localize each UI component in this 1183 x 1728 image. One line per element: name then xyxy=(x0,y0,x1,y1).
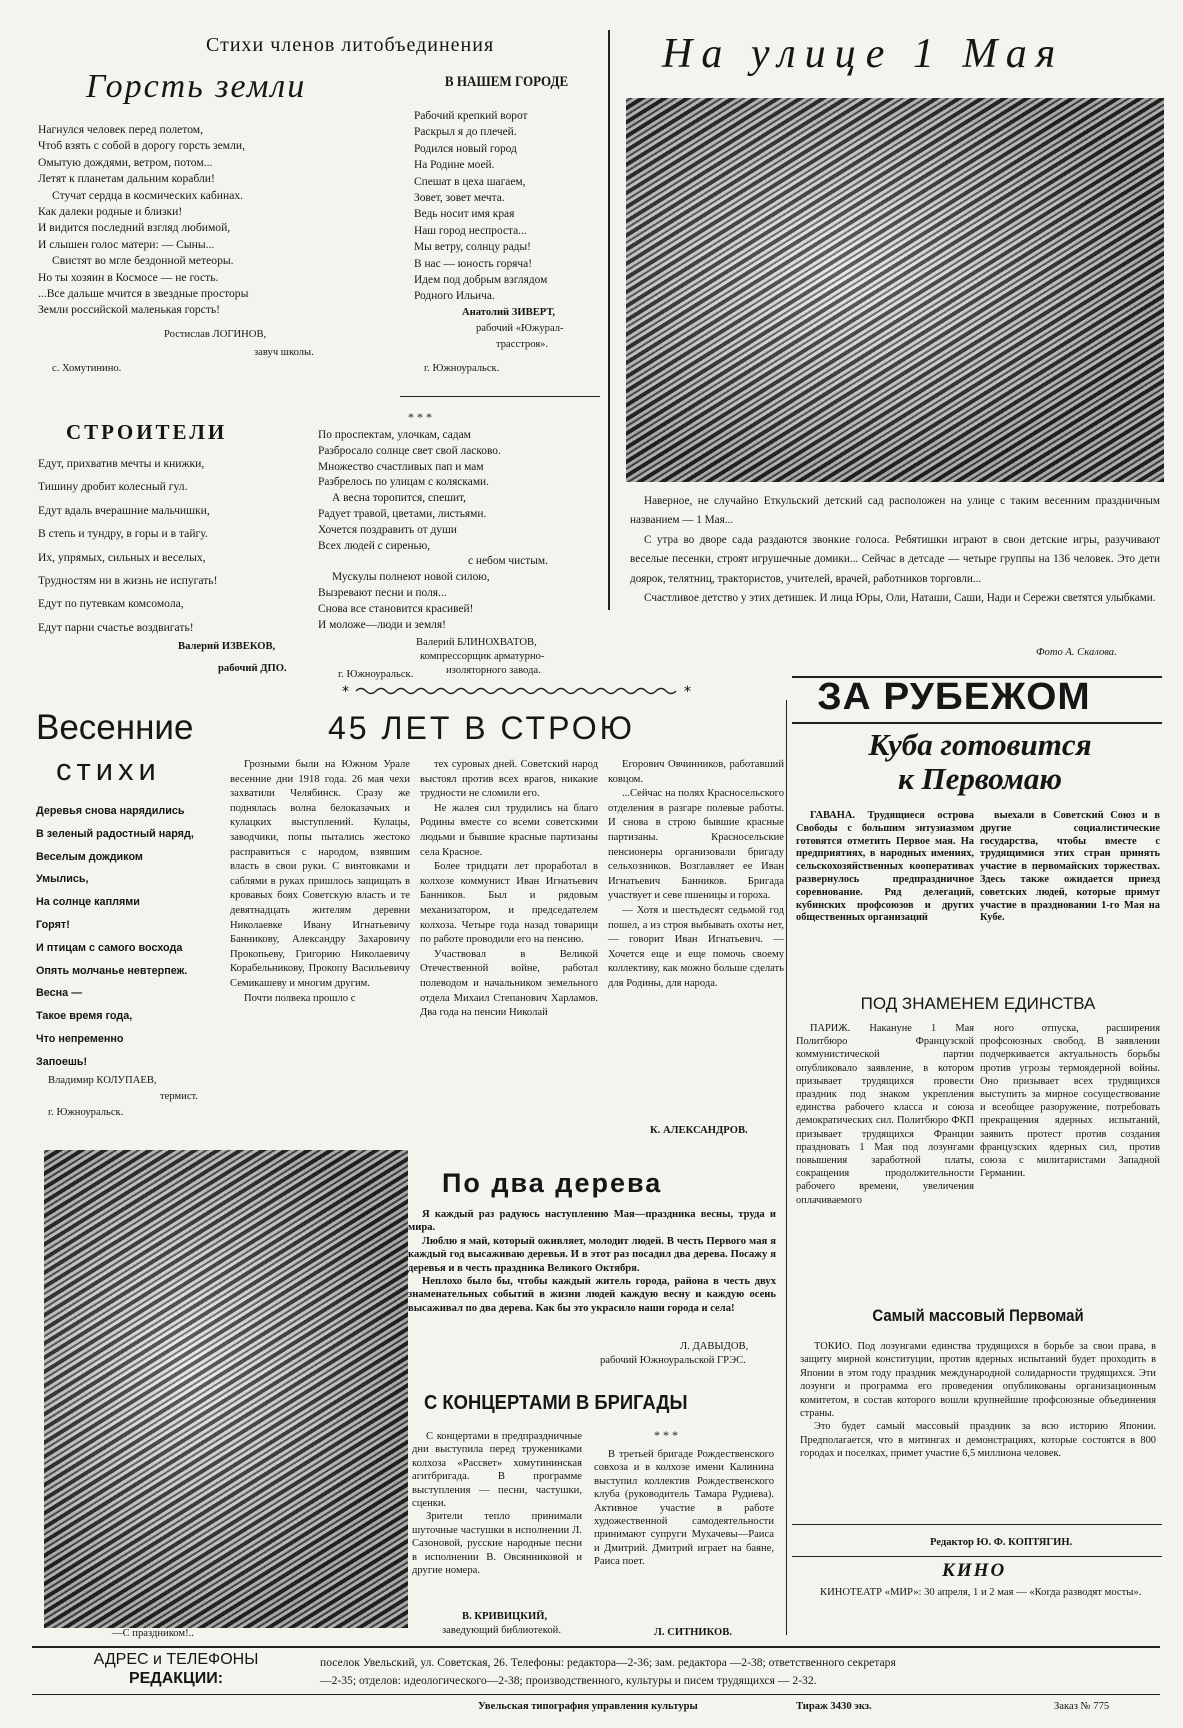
author-davydov: Л. ДАВЫДОВ, xyxy=(680,1341,749,1352)
article-title-45let: 45 ЛЕТ В СТРОЮ xyxy=(328,710,635,746)
divider xyxy=(792,1556,1162,1557)
author-role: компрессорщик арматурно- xyxy=(420,651,545,662)
divider xyxy=(608,30,610,610)
author-place: г. Южноуральск. xyxy=(48,1107,124,1118)
footer-address: поселок Увельский, ул. Советская, 26. Телефоны: редактора—2-36; зам. редактора —2-38; ответственного секретаря xyxy=(320,1656,896,1669)
footer-address: —2-35; отделов: идеологического—2-38; производственного, культуры и писем трудящихся — 2-32. xyxy=(320,1674,817,1687)
author-place: г. Южноуральск. xyxy=(338,669,414,680)
poem-title-stikhi: стихи xyxy=(56,752,161,787)
article-kuba-col2: выехали в Советский Союз и в другие социалистические государства, чтобы вместе с трудящимися этих стран принять участие в первомайских торжествах. Здесь также ожидается приезд советских людей, которые примут участие в праздновании 1-го Мая на Кубе. xyxy=(980,810,1160,924)
article-koncert-col1: С концертами в предпраздничные дни выступила перед тружениками колхоза «Рассвет» хомутининская агитбригада. В программе выступления — песни, частушки, сценки. Зрители тепло принимали шуточные частушки в исполнении Л. Сазоновой, русские народные песни в исполнении В. Овсянниковой и другие номера. xyxy=(412,1431,582,1577)
author-role: изоляторного завода. xyxy=(446,665,541,676)
article-po-dva: Я каждый раз радуюсь наступлению Мая—праздника весны, труда и мира. Люблю я май, который оживляет, молодит людей. В честь Первого мая я каждый год высаживаю деревья. И в этот раз посадил два дерева. Посажу я деревья и в честь праздника Великого Октября. Неплохо было бы, чтобы каждый житель города, района в честь двух знаменательных событий в жизни людей каждую весну и каждую осень высаживал по два дерева. Как бы это украсило наши города и села! xyxy=(408,1209,776,1314)
section-title-kino: КИНО xyxy=(942,1560,1007,1581)
author-zivert: Анатолий ЗИВЕРТ, xyxy=(462,307,556,318)
author-place: с. Хомутинино. xyxy=(52,363,122,374)
poem-title-gorst: Горсть земли xyxy=(86,68,307,105)
divider xyxy=(32,1646,1160,1648)
article-edinstvo-col2: ного отпуска, расширения профсоюзных свобод. В заявлении подчеркивается актуальность борьбы против угрозы термоядерной войны. Оно призывает всех трудящихся выступить за мирное сосуществование и всеобщее разоружение, потребовать прекращения ядерных испытаний, заявить протест против создания французских ядерных сил, против союза с милитаристами Западной Германии. xyxy=(980,1023,1160,1180)
editor: Редактор Ю. Ф. КОПТЯГИН. xyxy=(930,1537,1073,1548)
divider xyxy=(792,722,1162,724)
author-kolupaev: Владимир КОЛУПАЕВ, xyxy=(48,1075,157,1086)
author-role: рабочий «Южурал- xyxy=(476,323,564,334)
author-aleksandrov: К. АЛЕКСАНДРОВ. xyxy=(650,1125,748,1136)
author-place: г. Южноуральск. xyxy=(424,363,500,374)
article-title-massovy: Самый массовый Первомай xyxy=(872,1306,1084,1325)
section-header-litobed: Стихи членов литобъединения xyxy=(206,34,495,56)
article-title-po-dva: По два дерева xyxy=(442,1168,663,1198)
article-45let-col1: Грозными были на Южном Урале весенние дни 1918 года. 26 мая чехи захватили Челябинск. Сразу же поднялась волна белоказачьих и кулацких выступлений. Кулацы, заводчики, попы пытались жестоко расправиться с народом, взявшим власть в свои руки. С винтовками и саблями в руках пришлось защищать в кровавых боях Советскую власть и те девятнадцать жителям деревни Николаевке Ивану Игнатьевичу Банникову, Александру Захаровичу Прокопьеву, Григорию Николаевичу Корабельникову, Прокопу Васильевичу Семикашеву и многим другим. Почти полвека прошло с xyxy=(230,759,410,1004)
author-role: рабочий Южноуральской ГРЭС. xyxy=(600,1355,746,1366)
photo-caption: Наверное, не случайно Еткульский детский сад расположен на улице с таким весенним праздничным названием — 1 Мая... С утра во дворе сада раздаются звонкие голоса. Ребятишки играют в свои детские игры, разучивают веселые песенки, строят игрушечные домики... Сейчас в детсаде — четыре группы на 136 человек. Это дети доярок, телятниц, трактористов, учителей, врачей, работников торговли... Счастливое детство у этих детишек. И лица Юры, Оли, Наташи, Саши, Нади и Сережи светятся улыбками. xyxy=(630,495,1160,605)
author-loginov: Ростислав ЛОГИНОВ, xyxy=(164,329,267,340)
article-kuba-col1: ГАВАНА. Трудящиеся острова Свободы с большим энтузиазмом готовятся отметить Первое мая. На предприятиях, в народных имениях, сельскохозяйственных кооперативах развернулось предпраздничное соревнование. Ряд делегаций, кубинских профсоюзов и других общественных организаций xyxy=(796,810,974,924)
author-izvekov: Валерий ИЗВЕКОВ, xyxy=(178,641,276,652)
article-massovy: ТОКИО. Под лозунгами единства трудящихся в борьбе за свои права, в защиту мирной конституции, против ядерных испытаний будет проходить в Японии в этом году праздник международной солидарности трудящихся. Эти лозунги и программа его проведения опубликованы организационным комитетом, в состав которого вошли крупнейшие профсоюзные объединения страны. Это будет самый массовый праздник за всю историю Японии. Предполагается, что в митингах и демонстрациях, которые состоятся в 800 городах и поселках, примет участие 6,5 миллиона человек. xyxy=(800,1341,1156,1460)
poem-title-gorod: В НАШЕМ ГОРОДЕ xyxy=(444,74,569,90)
divider xyxy=(792,1524,1162,1525)
author-krivitsky: В. КРИВИЦКИЙ, xyxy=(462,1611,548,1622)
author-sitnikov: Л. СИТНИКОВ. xyxy=(654,1627,732,1638)
poem-title-vesennie: Весенние xyxy=(36,708,194,747)
poem-prospekt: По проспектам, улочкам, садам Разбросало солнце свет свой ласково. Множество счастливых пап и мам Разбрелось по улицам с колясками. А весна торопится, спешит, Радует травой, цветами, листьями. Хочется поздравить от души Всех людей с сиренью, с небом чистым. Мускулы полнеют новой силою, Вызревают песни и поля... Снова все становится красивей! И моложе—люди и земля! xyxy=(318,429,548,631)
article-45let-col3: Егорович Овчинников, работавший ковцом. ...Сейчас на полях Красносельского отделения в разгаре полевые работы. И снова в строю бывшие красные партизаны. Красносельские пенсионеры организовали бригаду сельхозников. Возглавляет ее Иван Игнатьевич Банников. Бригада участвует и севе пшеницы и гороха. — Хотя и шестьдесят седьмой год пошел, а из строя выбывать охоты нет, — говорит Иван Игнатьевич. — Хочется еще и еще помочь своему коллективу, как можно больше сделать для Родины, для народа. xyxy=(608,759,784,989)
wave-divider xyxy=(342,684,696,698)
author-role: заведующий библиотекой. xyxy=(442,1625,561,1636)
poem-gorst: Нагнулся человек перед полетом, Чтоб взять с собой в дорогу горсть земли, Омытую дождями, ветром, потом... Летят к планетам дальним корабли! Стучат сердца в космических кабинах. Как далеки родные и близки! И видится последний взгляд любимой, И слышен голос матери: — Сыны... Свистят во мгле бездонной метеоры. Но ты хозяин в Космосе — не гость. ...Все дальше мчится в звездные просторы Земли российской маленькая горсть! xyxy=(38,123,249,317)
poem-stroiteli: Едут, прихватив мечты и книжки, Тишину дробит колесный гул. Едут вдаль вчерашние мальчишки, В степь и тундру, в горы и в тайгу. Их, упрямых, сильных и веселых, Трудностям ни в жизнь не испугать! Едут по путевкам комсомола, Едут парни счастье воздвигать! xyxy=(38,457,218,634)
stars: * * * xyxy=(408,410,432,424)
kino-text: КИНОТЕАТР «МИР»: 30 апреля, 1 и 2 мая — «Когда разводят мосты». xyxy=(820,1587,1142,1598)
photo-portrait xyxy=(44,1150,408,1628)
poem-gorod: Рабочий крепкий ворот Раскрыл я до плечей. Родился новый город На Родине моей. Спешат в цеха шагаем, Зовет, зовет мечта. Ведь носит имя края Наш город неспроста... Мы ветру, солнцу рады! В нас — юность горяча! Идем под добрым взглядом Родного Ильича. xyxy=(414,110,548,303)
author-role: завуч школы. xyxy=(254,347,314,358)
footer-label: АДРЕС и ТЕЛЕФОНЫ РЕДАКЦИИ: xyxy=(93,1651,259,1687)
article-45let-col2: тех суровых дней. Советский народ выстоял против всех врагов, никакие трудности не сломили его. Не жалея сил трудились на благо Родины вместе со всеми советскими людьми и бывшие красные партизаны села Красное. Более тридцати лет проработал в колхозе коммунист Иван Игнатьевич Банников. Был и рядовым механизатором, и председателем колхоза. Четыре года назад товарищи по работе проводили его на пенсию. Участвовал в Великой Отечественной войне, работал полеводом и начальником земельного отдела Михаил Степанович Харламов. Два года на пенсии Николай xyxy=(420,759,598,1019)
footer-zakaz: Заказ № 775 xyxy=(1054,1701,1110,1712)
footer-tirazh: Тираж 3430 экз. xyxy=(796,1701,872,1712)
photo-credit: Фото А. Скалова. xyxy=(1036,647,1117,658)
article-title-edinstvo: ПОД ЗНАМЕНЕМ ЕДИНСТВА xyxy=(860,994,1096,1013)
divider xyxy=(400,396,600,397)
divider xyxy=(786,700,787,1635)
section-title-rubezh: ЗА РУБЕЖОМ xyxy=(817,676,1091,718)
article-title-koncert: С КОНЦЕРТАМИ В БРИГАДЫ xyxy=(424,1392,688,1414)
article-edinstvo-col1: ПАРИЖ. Накануне 1 Мая Политбюро Французской коммунистической партии опубликовало заявление, в котором призывает трудящихся провести праздник под знаком укрепления единства рабочего класса и союза демократических сил. Политбюро ФКП призывает трудящихся Франции праздновать 1 Мая под лозунгами повышения заработной платы, сокращения продолжительности рабочего времени, увеличения оплачиваемого xyxy=(796,1023,974,1206)
author-role: термист. xyxy=(160,1091,199,1102)
author-blinokhvatov: Валерий БЛИНОХВАТОВ, xyxy=(416,637,537,648)
stars: * * * xyxy=(654,1428,678,1442)
poem-title-stroiteli: СТРОИТЕЛИ xyxy=(66,420,228,444)
article-title-ulitsa: На улице 1 Мая xyxy=(662,31,1065,77)
svg-text:*: * xyxy=(342,684,349,698)
author-role: трасстроя». xyxy=(496,339,549,350)
article-title-kuba: Куба готовится к Первомаю xyxy=(868,727,1092,796)
photo-caption-prazdnik: —С праздником!.. xyxy=(112,1628,194,1639)
svg-text:*: * xyxy=(684,684,691,698)
photo-children xyxy=(626,98,1164,482)
author-role: рабочий ДПО. xyxy=(218,663,287,674)
article-koncert-col2: В третьей бригаде Рождественского совхоза и в колхозе имени Калинина выступил коллектив Рождественского клуба (руководитель Тамара Рудиева). Активное участие в работе художественной самодеятельности принимают супруги Мухачевы—Раиса и Дмитрий. Дмитрий играет на баяне, Раиса поет. xyxy=(594,1449,774,1568)
footer-print: Увельская типография управления культуры xyxy=(478,1701,698,1712)
poem-vesennie: Деревья снова нарядились В зеленый радостный наряд, Веселым дождиком Умылись, На солнце каплями Горят! И птицам с самого восхода Опять молчанье невтерпеж. Весна — Такое время года, Что непременно Запоешь! xyxy=(36,805,194,1068)
divider xyxy=(32,1694,1160,1695)
